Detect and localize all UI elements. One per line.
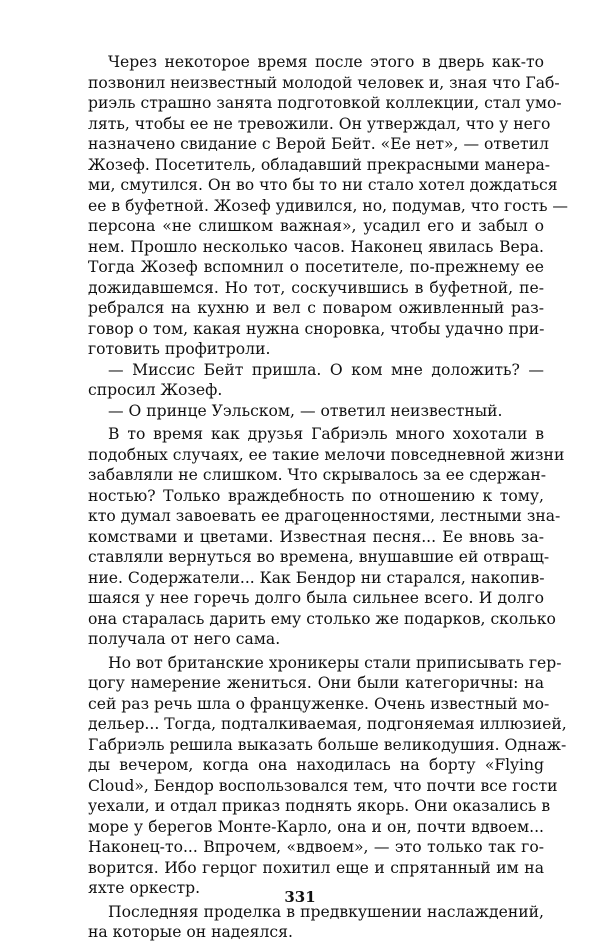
paragraph-5 <box>88 653 567 899</box>
text-line: уехали, и отдал приказ поднять якорь. Они оказались в <box>88 797 551 815</box>
text-line: она старалась дарить ему столько же подарков, сколько <box>88 609 556 628</box>
text-line: море у берегов Монте-Карло, она и он, почти вдвоем... <box>88 817 544 836</box>
text-line: ды вечером, когда она находилась на борту «Flying <box>88 756 544 774</box>
text-line: дельер... Тогда, подталкиваемая, подгоняемая иллюзией, <box>88 715 567 733</box>
text-line: получала от него сама. <box>88 630 281 648</box>
paragraph-4 <box>88 424 565 650</box>
text-line: ее в буфетной. Жозеф удивился, но, подумав, что гость — <box>88 196 569 215</box>
body-text <box>88 52 569 943</box>
paragraph-6 <box>88 902 544 943</box>
text-line: сей раз речь шла о француженке. Очень известный мо- <box>88 694 550 713</box>
text-line: назначено свидание с Верой Бейт. «Ее нет», — ответил <box>88 135 549 153</box>
text-line: Cloud», Бендор воспользовался тем, что почти все гости <box>88 776 558 795</box>
text-line: ние. Содержатели... Как Бендор ни старался, накопив- <box>88 568 545 587</box>
text-line: ворится. Ибо герцог похитил еще и спрятанный им на <box>88 858 544 877</box>
text-line: Но вот британские хроникеры стали приписывать гер- <box>108 653 562 672</box>
text-line: Габриэль решила выказать больше великодушия. Однаж- <box>88 735 567 754</box>
text-line: на которые он надеялся. <box>88 923 293 941</box>
text-line: кто думал завоевать ее драгоценностями, лестными зна- <box>88 507 561 525</box>
page-number: 331 <box>284 888 316 906</box>
text-line: риэль страшно занята подготовкой коллекции, стал умо- <box>88 94 562 112</box>
text-line: говор о том, какая нужна сноровка, чтобы удачно при- <box>88 319 545 338</box>
text-line: дожидавшемся. Но тот, соскучившись в буфетной, пе- <box>88 278 544 297</box>
text-line: готовить профитроли. <box>88 340 271 358</box>
text-line: шаяся у нее горечь долго была сильнее всего. И долго <box>88 589 544 607</box>
text-line: ребрался на кухню и вел с поваром оживленный раз- <box>88 299 544 317</box>
paragraph-2 <box>88 360 544 401</box>
text-line: яхте оркестр. <box>88 879 201 897</box>
text-line: Тогда Жозеф вспомнил о посетителе, по-прежнему ее <box>88 258 544 276</box>
text-line: цогу намерение жениться. Они были категоричны: на <box>88 674 544 692</box>
text-line: ми, смутился. Он во что бы то ни стало хотел дождаться <box>88 176 558 194</box>
text-line: ставляли вернуться во времена, внушавшие ей отвращ- <box>88 548 550 566</box>
text-line: спросил Жозеф. <box>88 381 223 399</box>
text-line: Наконец-то... Впрочем, «вдвоем», — это только так го- <box>88 838 544 856</box>
text-line: Через некоторое время после этого в дверь как-то <box>108 53 544 71</box>
text-line: — О принце Уэльском, — ответил неизвестный. <box>108 401 503 420</box>
text-line: подобных случаях, ее такие мелочи повседневной жизни <box>88 445 565 464</box>
text-line: ностью? Только враждебность по отношению к тому, <box>88 486 544 505</box>
paragraph-3 <box>88 401 544 422</box>
paragraph-1 <box>88 52 569 360</box>
text-line: Последняя проделка в предвкушении наслаждений, <box>108 902 544 921</box>
text-line: — Миссис Бейт пришла. О ком мне доложить? — <box>108 360 544 379</box>
text-line: Жозеф. Посетитель, обладавший прекрасными манера- <box>88 155 551 174</box>
text-line: персона «не слишком важная», усадил его и забыл о <box>88 217 544 235</box>
text-line: лять, чтобы ее не тревожили. Он утверждал, что у него <box>88 114 551 133</box>
text-line: позвонил неизвестный молодой человек и, зная что Габ- <box>88 73 560 92</box>
text-line: нем. Прошло несколько часов. Наконец явилась Вера. <box>88 237 544 256</box>
text-line: забавляли не слишком. Что скрывалось за ее сдержан- <box>88 466 547 484</box>
text-line: комствами и цветами. Известная песня... Ее вновь за- <box>88 527 544 546</box>
text-line: В то время как друзья Габриэль много хохотали в <box>108 425 544 443</box>
